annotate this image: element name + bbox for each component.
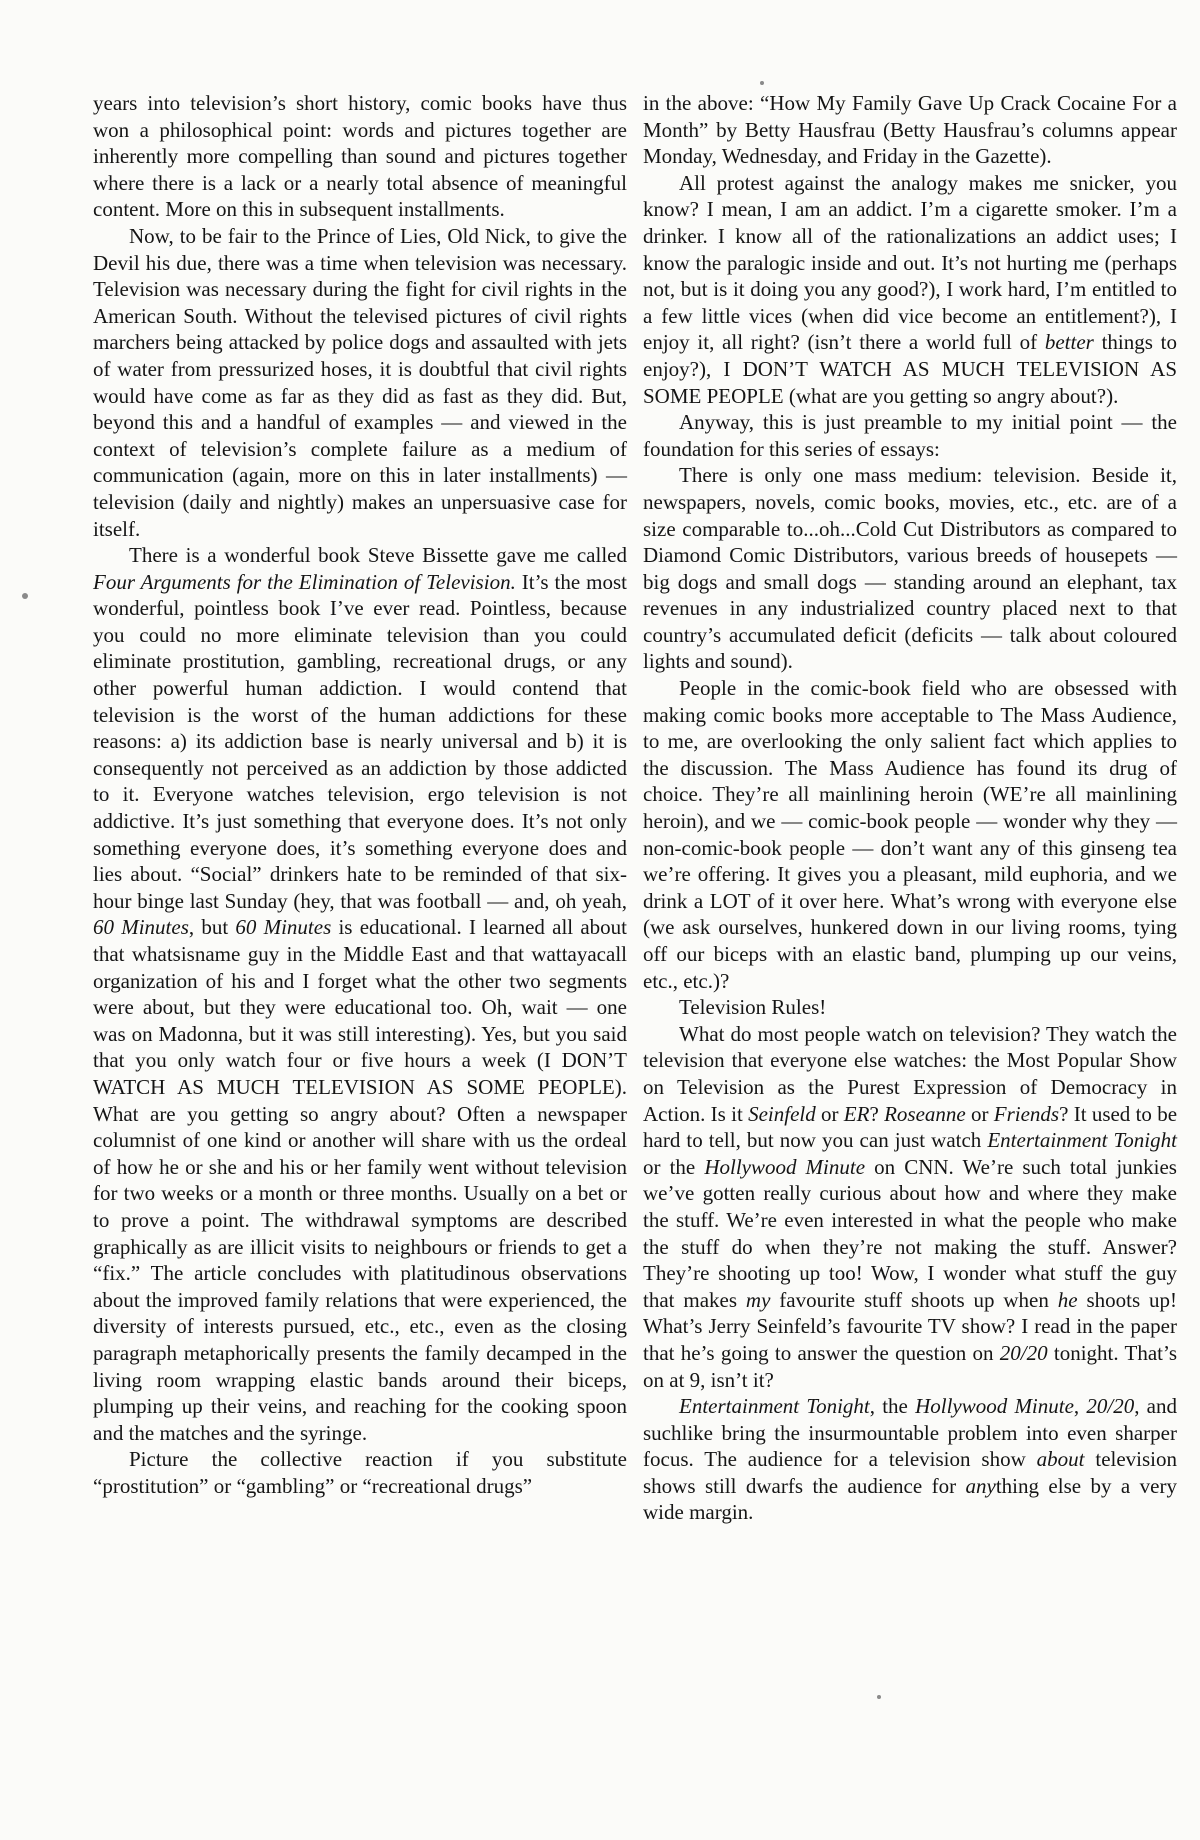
paragraph — [93, 1446, 627, 1499]
paragraph — [93, 90, 627, 223]
show-title: 20/20 — [999, 1340, 1048, 1365]
paragraph — [643, 462, 1177, 675]
show-title: Seinfeld — [748, 1101, 816, 1126]
text-run: or — [815, 1101, 844, 1126]
print-speck — [760, 81, 764, 85]
text-run: All protest against the analogy makes me snicker, you know? I mean, I am an addict. I’m a cigarette smoker. I’m a drinker. I know all of the rationalizations an addict uses; I know the paralogic inside and out. It’s not hurting me (perhaps not, but is it doing you any good?), I work hard, I’m entitled to a few little vices (when did vice become an entitlement?), I enjoy it, all right? (isn’t there a world full of — [643, 170, 1177, 355]
show-title: 20/20 — [1086, 1394, 1135, 1419]
text-run: It’s the most wonderful, pointless book I’ve ever read. Pointless, because you could no more eliminate television than you could eliminate prostitution, gambling, recreational drugs, or any other powerful human addiction. I would contend that television is the worst of the human addictions for these reasons: a) its addiction base is nearly universal and b) it is consequently not perceived as an addiction by those addicted to it. Everyone watches television, ergo television is not addictive. It’s just something that everyone does. It’s not only something everyone does, it’s something everyone does and lies about. “Social” drinkers hate to be reminded of that six-hour binge last Sunday (hey, that was football — and, oh yeah, — [93, 569, 627, 913]
emphasis: any — [965, 1473, 996, 1498]
text-run: television shows still dwarfs the audience for — [643, 1447, 1178, 1498]
paragraph — [643, 90, 1177, 170]
text-run: ? It used to be hard to tell, but now you can just watch — [643, 1101, 1178, 1153]
text-run: Now, to be fair to the Prince of Lies, Old Nick, to give the Devil his due, there was a time when television was necessary. Television was necessary during the fight for civil rights in the American South. Without the televised pictures of civil rights marchers being attacked by police dogs and assaulted with jets of water from pressurized hoses, it is doubtful that civil rights would have come as far as they did as fast as they did. But, beyond this and a handful of examples — and viewed in the context of television’s complete failure as a medium of communication (again, more on this in later installments) — television (daily and nightly) makes an unpersuasive case for itself. — [93, 223, 627, 541]
text-run: , and suchlike bring the insurmountable problem into even sharper focus. The audience for a television show — [643, 1394, 1177, 1472]
text-run: ? — [869, 1101, 885, 1126]
emphasis: he — [1057, 1287, 1078, 1312]
left-column — [93, 90, 627, 1499]
text-run: or the — [643, 1154, 705, 1179]
emphasis: better — [1044, 330, 1094, 355]
print-speck — [22, 593, 28, 599]
show-title: Friends — [993, 1101, 1060, 1126]
section-heading — [643, 994, 1177, 1021]
paragraph — [643, 675, 1177, 994]
print-speck — [877, 1695, 881, 1699]
right-column — [643, 90, 1177, 1526]
emphasis: my — [745, 1287, 771, 1312]
text-run: or — [965, 1101, 994, 1126]
text-run: on CNN. We’re such total junkies we’ve gotten really curious about how and where they make the stuff. We’re even interested in what the people who make the stuff do when they’re not making the stuff. Answer? They’re shooting up too! Wow, I wonder what stuff the guy that makes — [643, 1154, 1177, 1312]
text-run: things to enjoy?), I DON’T WATCH AS MUCH TELEVISION AS SOME PEOPLE (what are you getting so angry about?). — [643, 330, 1177, 408]
emphasis: about — [1036, 1447, 1085, 1472]
text-run: There is a wonderful book Steve Bissette gave me called — [129, 543, 627, 568]
show-title: Entertainment Tonight — [987, 1128, 1177, 1153]
show-title: 60 Minutes — [93, 915, 189, 940]
text-run: tonight. That’s on at 9, isn’t it? — [643, 1340, 1177, 1392]
paragraph — [93, 542, 627, 1446]
show-title: Roseanne — [884, 1101, 966, 1126]
text-run: in the above: “How My Family Gave Up Crack Cocaine For a Month” by Betty Hausfrau (Betty Hausfrau’s columns appear Monday, Wednesday, and Friday in the Gazette). — [643, 91, 1177, 169]
show-title: 60 Minutes — [235, 915, 332, 940]
paragraph — [643, 170, 1177, 409]
show-title: Entertainment Tonight — [679, 1394, 870, 1419]
text-run: There is only one mass medium: television. Beside it, newspapers, novels, comic books, movies, etc., etc. are of a size comparable to...oh...Cold Cut Distributors as compared to Diamond Comic Distributors, various breeds of housepets — big dogs and small dogs — standing around an elephant, tax revenues in any industrialized country placed next to that country’s accumulated deficit (deficits — talk about coloured lights and sound). — [643, 463, 1177, 674]
text-run: shoots up! What’s Jerry Seinfeld’s favourite TV show? I read in the paper that he’s going to answer the question on — [643, 1287, 1178, 1365]
text-run: Television Rules! — [679, 995, 827, 1020]
text-run: , — [1073, 1394, 1087, 1419]
text-run: , the — [869, 1394, 916, 1419]
book-title: Four Arguments for the Elimination of Television. — [93, 569, 516, 594]
show-title: Hollywood Minute — [915, 1394, 1074, 1419]
text-run: What do most people watch on television? They watch the television that everyone else watches: the Most Popular Show on Television as the Purest Expression of Democracy in Action. Is it — [643, 1021, 1177, 1126]
text-run: is educational. I learned all about that whatsisname guy in the Middle East and that wattayacall organization of his and I forget what the other two segments were about, but they were educational too. Oh, wait — one was on Madonna, but it was still interesting). Yes, but you said that you only watch four or five hours a week (I DON’T WATCH AS MUCH TELEVISION AS SOME PEOPLE). What are you getting so angry about? Often a newspaper columnist of one kind or another will share with us the ordeal of how he or she and his or her family went without television for two weeks or a month or three months. Usually on a bet or to prove a point. The withdrawal symptoms are described graphically as are illicit visits to neighbours or friends to get a “fix.” The article concludes with platitudinous observations about the improved family relations that were experienced, the diversity of interests pursued, etc., etc., even as the closing paragraph metaphorically presents the family decamped in the living room wrapping elastic bands around their biceps, plumping up their veins, and reaching for the cooking spoon and the matches and the syringe. — [93, 915, 628, 1445]
text-run: , but — [188, 915, 236, 940]
text-run: People in the comic-book field who are obsessed with making comic books more acceptable to The Mass Audience, to me, are overlooking the only salient fact which applies to the discussion. The Mass Audience has found its drug of choice. They’re all mainlining heroin (WE’re all mainlining heroin), and we — comic-book people — wonder why they — non-comic-book people — don’t want any of this ginseng tea we’re offering. It gives you a pleasant, mild euphoria, and we drink a LOT of it over here. What’s wrong with everyone else (we ask ourselves, hunkered down in our living rooms, tying off our biceps with an elastic band, plumping up our veins, etc., etc.)? — [643, 676, 1177, 993]
text-run: Picture the collective reaction if you substitute “prostitution” or “gambling” or “recreational drugs” — [93, 1447, 627, 1498]
show-title: ER — [843, 1101, 870, 1126]
paragraph — [643, 1021, 1177, 1393]
paragraph — [643, 409, 1177, 462]
paragraph — [93, 223, 627, 542]
text-run: Anyway, this is just preamble to my initial point — the foundation for this series of essays: — [643, 410, 1177, 461]
text-run: thing else by a very wide margin. — [643, 1473, 1177, 1525]
paragraph — [643, 1393, 1177, 1526]
show-title: Hollywood Minute — [704, 1154, 866, 1179]
text-run: favourite stuff shoots up when — [770, 1287, 1058, 1312]
text-run: years into television’s short history, comic books have thus won a philosophical point: words and pictures together are inherently more compelling than sound and pictures together where there is a lack or a nearly total absence of meaningful content. More on this in subsequent installments. — [93, 91, 627, 222]
